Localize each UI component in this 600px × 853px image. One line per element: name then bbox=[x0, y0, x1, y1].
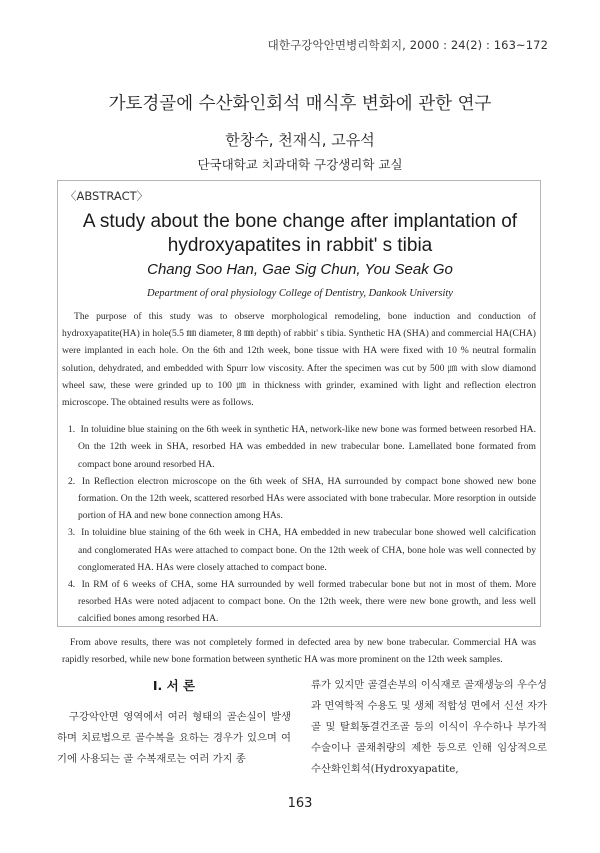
journal-reference: 대한구강악안면병리학회지, 2000 : 24(2) : 163~172 bbox=[267, 38, 548, 52]
result-number: 1. bbox=[68, 424, 76, 436]
abstract-label: 〈ABSTRACT〉 bbox=[65, 189, 149, 203]
body-column-right bbox=[311, 675, 547, 780]
result-text: In RM of 6 weeks of CHA, some HA surrounded by well formed trabecular bone but not in most of them. More resorbed HAs were noted adjacent to compact bone. On the 12th week, there were new bone growth, and less well calcified bones among resorbed HA. bbox=[78, 579, 536, 625]
body-column-left bbox=[57, 675, 291, 770]
result-item bbox=[64, 576, 536, 628]
english-authors: Chang Soo Han, Gae Sig Chun, You Seak Go bbox=[147, 261, 453, 278]
korean-affiliation: 단국대학교 치과대학 구강생리학 교실 bbox=[197, 157, 403, 172]
abstract-body bbox=[62, 308, 536, 668]
korean-title: 가토경골에 수산화인회석 매식후 변화에 관한 연구 bbox=[108, 94, 492, 114]
page-number: 163 bbox=[287, 796, 313, 811]
english-title bbox=[60, 210, 540, 258]
result-text: In Reflection electron microscope on the 6th week of SHA, HA surrounded by compact bone showed new bone formation. On the 12th week, scattered resorbed HAs were associated with bone trabecular. More resorption in outside portion of HA and new bone connection among HAs. bbox=[78, 475, 536, 522]
result-number: 2. bbox=[68, 475, 76, 487]
korean-authors: 한창수, 천재식, 고유석 bbox=[225, 131, 375, 149]
result-item bbox=[64, 524, 536, 576]
english-affiliation: Department of oral physiology College of Dentistry, Dankook University bbox=[147, 288, 453, 299]
result-text: In toluidine blue staining of the 6th week in CHA, HA embedded in new trabecular bone showed well calcification and conglomerated HAs were attached to compact bone. On the 12th week of CHA, bone hole was well connected by conglomerated HA. HAs were closely attached to compact bone. bbox=[78, 527, 536, 573]
result-number: 4. bbox=[68, 579, 76, 591]
english-title-line-1: A study about the bone change after implantation of bbox=[82, 211, 518, 232]
result-item bbox=[64, 421, 536, 473]
abstract-intro: The purpose of this study was to observe morphological remodeling, bone induction and conduction of hydroxyapatite(HA) in hole(5.5 ㎜ diameter, 8 ㎜ depth) of rabbit' s tibia. Synthetic HA (SHA) and commercial HA(CHA) were implanted in each hole. On the 6th and 12th week, bone tissue with HA were fixed with 10 % neutral formalin solution, dehydrated, and embedded with Spurr low viscosity. After the specimen was cut by 500 ㎛ with slow diamond wheel saw, these were grinded up to 100 ㎛ in thickness with grinder, examined with light and reflection electron microscope. The obtained results were as follows. bbox=[62, 311, 536, 409]
abstract-closing: From above results, there was not completely formed in defected area by new bone trabecular. Commercial HA was rapidly resorbed, while new bone formation between synthetic HA was more prominent on the 12th week samples. bbox=[62, 636, 536, 665]
section-heading: I. 서 론 bbox=[152, 678, 196, 693]
english-title-line-2: hydroxyapatites in rabbit' s tibia bbox=[167, 235, 433, 256]
result-item bbox=[64, 473, 536, 525]
result-text: In toluidine blue staining on the 6th week in synthetic HA, network-like new bone was formed between resorbed HA. On the 12th week in SHA, resorbed HA was embedded in new trabecular bone. Lamellated bone formated from compact bone around resorbed HA. bbox=[78, 424, 537, 470]
right-paragraph: 류가 있지만 골결손부의 이식재로 골재생능의 우수성과 면역학적 수용도 및 생체 적합성 면에서 신선 자가골 및 탈회동결건조골 등의 이식이 우수하나 부가적 수술이나 골채취량의 제한 등으로 인해 임상적으로 수산화인회석(Hydroxyapatite, bbox=[311, 679, 547, 775]
result-number: 3. bbox=[68, 527, 76, 539]
left-paragraph: 구강악안면 영역에서 여러 형태의 골손실이 발생하며 치료법으로 골수복을 요하는 경우가 있으며 여기에 사용되는 골 수복재로는 여러 가지 종 bbox=[57, 711, 291, 765]
results-list bbox=[62, 421, 536, 627]
